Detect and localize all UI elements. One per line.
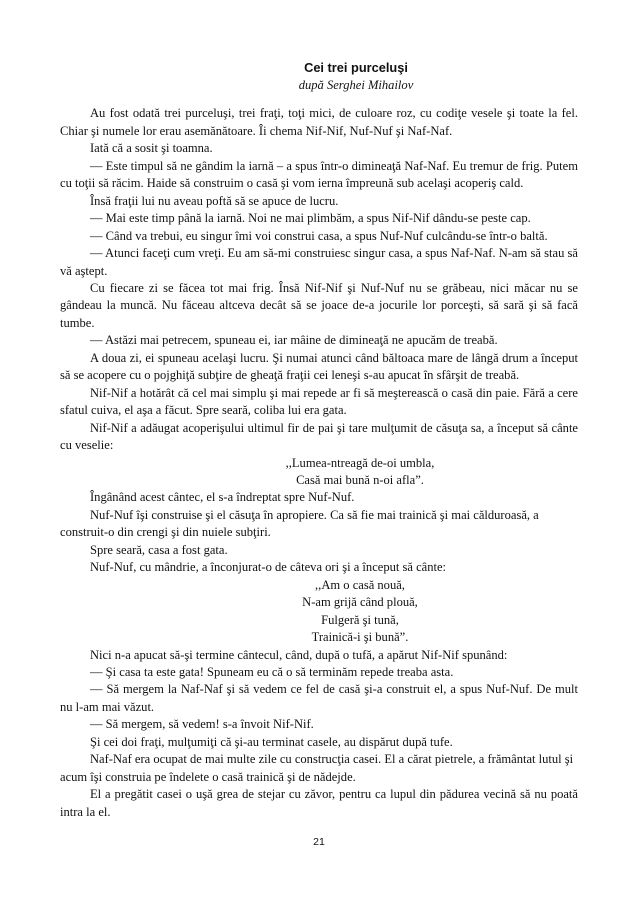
paragraph: Şi cei doi fraţi, mulţumiţi că şi-au terminat casele, au dispărut după tufe. <box>90 734 453 749</box>
paragraph: Nuf-Nuf îşi construise şi el căsuţa în apropiere. Ca să fie mai trainică şi mai călduroasă, a construit-o din crengi şi din nuiele subţiri. <box>60 507 539 540</box>
paragraph: — Astăzi mai petrecem, spuneau ei, iar mâine de dimineaţă ne apucăm de treabă. <box>90 333 498 348</box>
verse-line: Fulgeră şi tună, <box>321 612 399 627</box>
paragraph: — Când va trebui, eu singur îmi voi construi casa, a spus Nuf-Nuf culcându-se într-o baltă. <box>90 228 548 243</box>
paragraph: Nici n-a apucat să-şi termine cântecul, când, după o tufă, a apărut Nif-Nif spunând: <box>90 647 508 662</box>
paragraph: Însă fraţii lui nu aveau poftă să se apuce de lucru. <box>90 193 339 208</box>
verse-line: ,,Am o casă nouă, <box>315 577 405 592</box>
paragraph: — Este timpul să ne gândim la iarnă – a spus într-o dimineaţă Naf-Naf. Eu tremur de frig. Putem cu toţii să răcim. Haide să construim o casă şi vom ierna împreună sub acelaşi acoperiş cald. <box>60 158 578 191</box>
verse-line: N-am grijă când plouă, <box>302 595 418 610</box>
paragraph: A doua zi, ei spuneau acelaşi lucru. Şi numai atunci când băltoaca mare de lângă drum a început să se acopere cu o pojghiţă subţire de gheaţă fraţii cei leneşi s-au apucat în sfârşit de treabă. <box>60 350 578 383</box>
paragraph: El a pregătit casei o uşă grea de stejar cu zăvor, pentru ca lupul din pădurea vecină să nu poată intra la el. <box>60 787 578 819</box>
paragraph: — Mai este timp până la iarnă. Noi ne mai plimbăm, a spus Nif-Nif dându-se peste cap. <box>90 211 531 226</box>
verse-line: Casă mai bună n-oi afla”. <box>296 472 424 487</box>
paragraph: Naf-Naf era ocupat de mai multe zile cu construcţia casei. El a cărat pietrele, a frământat lutul şi acum îşi construia pe îndelete o casă trainică şi de nădejde. <box>60 752 574 784</box>
page-number: 21 <box>313 836 325 848</box>
paragraph: — Şi casa ta este gata! Spuneam eu că o să terminăm repede treaba asta. <box>90 664 454 679</box>
song-verse-nuf-nuf <box>60 577 578 647</box>
paragraph: Nif-Nif a hotărât că cel mai simplu şi mai repede ar fi să meşterească o casă din paie. Fără a cere sfatul cuiva, el aşa a făcut. Spre seară, coliba lui era gata. <box>60 385 578 418</box>
paragraph: — Atunci faceţi cum vreţi. Eu am să-mi construiesc singur casa, a spus Naf-Naf. N-am să stau să vă aştept. <box>60 246 578 278</box>
paragraph: Spre seară, casa a fost gata. <box>90 542 228 557</box>
paragraph: Îngânând acest cântec, el s-a îndreptat spre Nuf-Nuf. <box>90 490 355 505</box>
paragraph: Nif-Nif a adăugat acoperişului ultimul fir de pai şi tare mulţumit de căsuţa sa, a început să cânte cu veselie: <box>60 420 578 453</box>
verse-line: ,,Lumea-ntreagă de-oi umbla, <box>285 455 435 470</box>
verse-line: Trainică-i şi bună”. <box>311 630 409 645</box>
paragraph: Au fost odată trei purceluşi, trei fraţi, toţi mici, de culoare roz, cu codiţe vesele şi toate la fel. Chiar şi numele lor erau asemănătoare. Îi chema Nif-Nif, Nuf-Nuf şi Naf-Naf. <box>60 106 578 138</box>
page-content <box>60 59 578 821</box>
paragraph: Cu fiecare zi se făcea tot mai frig. Însă Nif-Nif şi Nuf-Nuf nu se grăbeau, nici măcar nu se gândeau la muncă. Nu făceau altceva decât să se joace de-a jocurile lor porceşti, să sară şi să facă tumbe. <box>60 280 578 330</box>
paragraph: — Să mergem la Naf-Naf şi să vedem ce fel de casă şi-a construit el, a spus Nuf-Nuf. De mult nu l-am mai văzut. <box>60 682 578 714</box>
paragraph: Iată că a sosit şi toamna. <box>90 141 213 156</box>
song-verse-nif-nif <box>60 455 578 490</box>
story-title: Cei trei purceluşi <box>304 60 408 75</box>
story-author-line: după Serghei Mihailov <box>298 78 414 92</box>
paragraph: Nuf-Nuf, cu mândrie, a înconjurat-o de câteva ori şi a început să cânte: <box>90 560 447 575</box>
paragraph: — Să mergem, să vedem! s-a învoit Nif-Nif. <box>90 717 314 732</box>
